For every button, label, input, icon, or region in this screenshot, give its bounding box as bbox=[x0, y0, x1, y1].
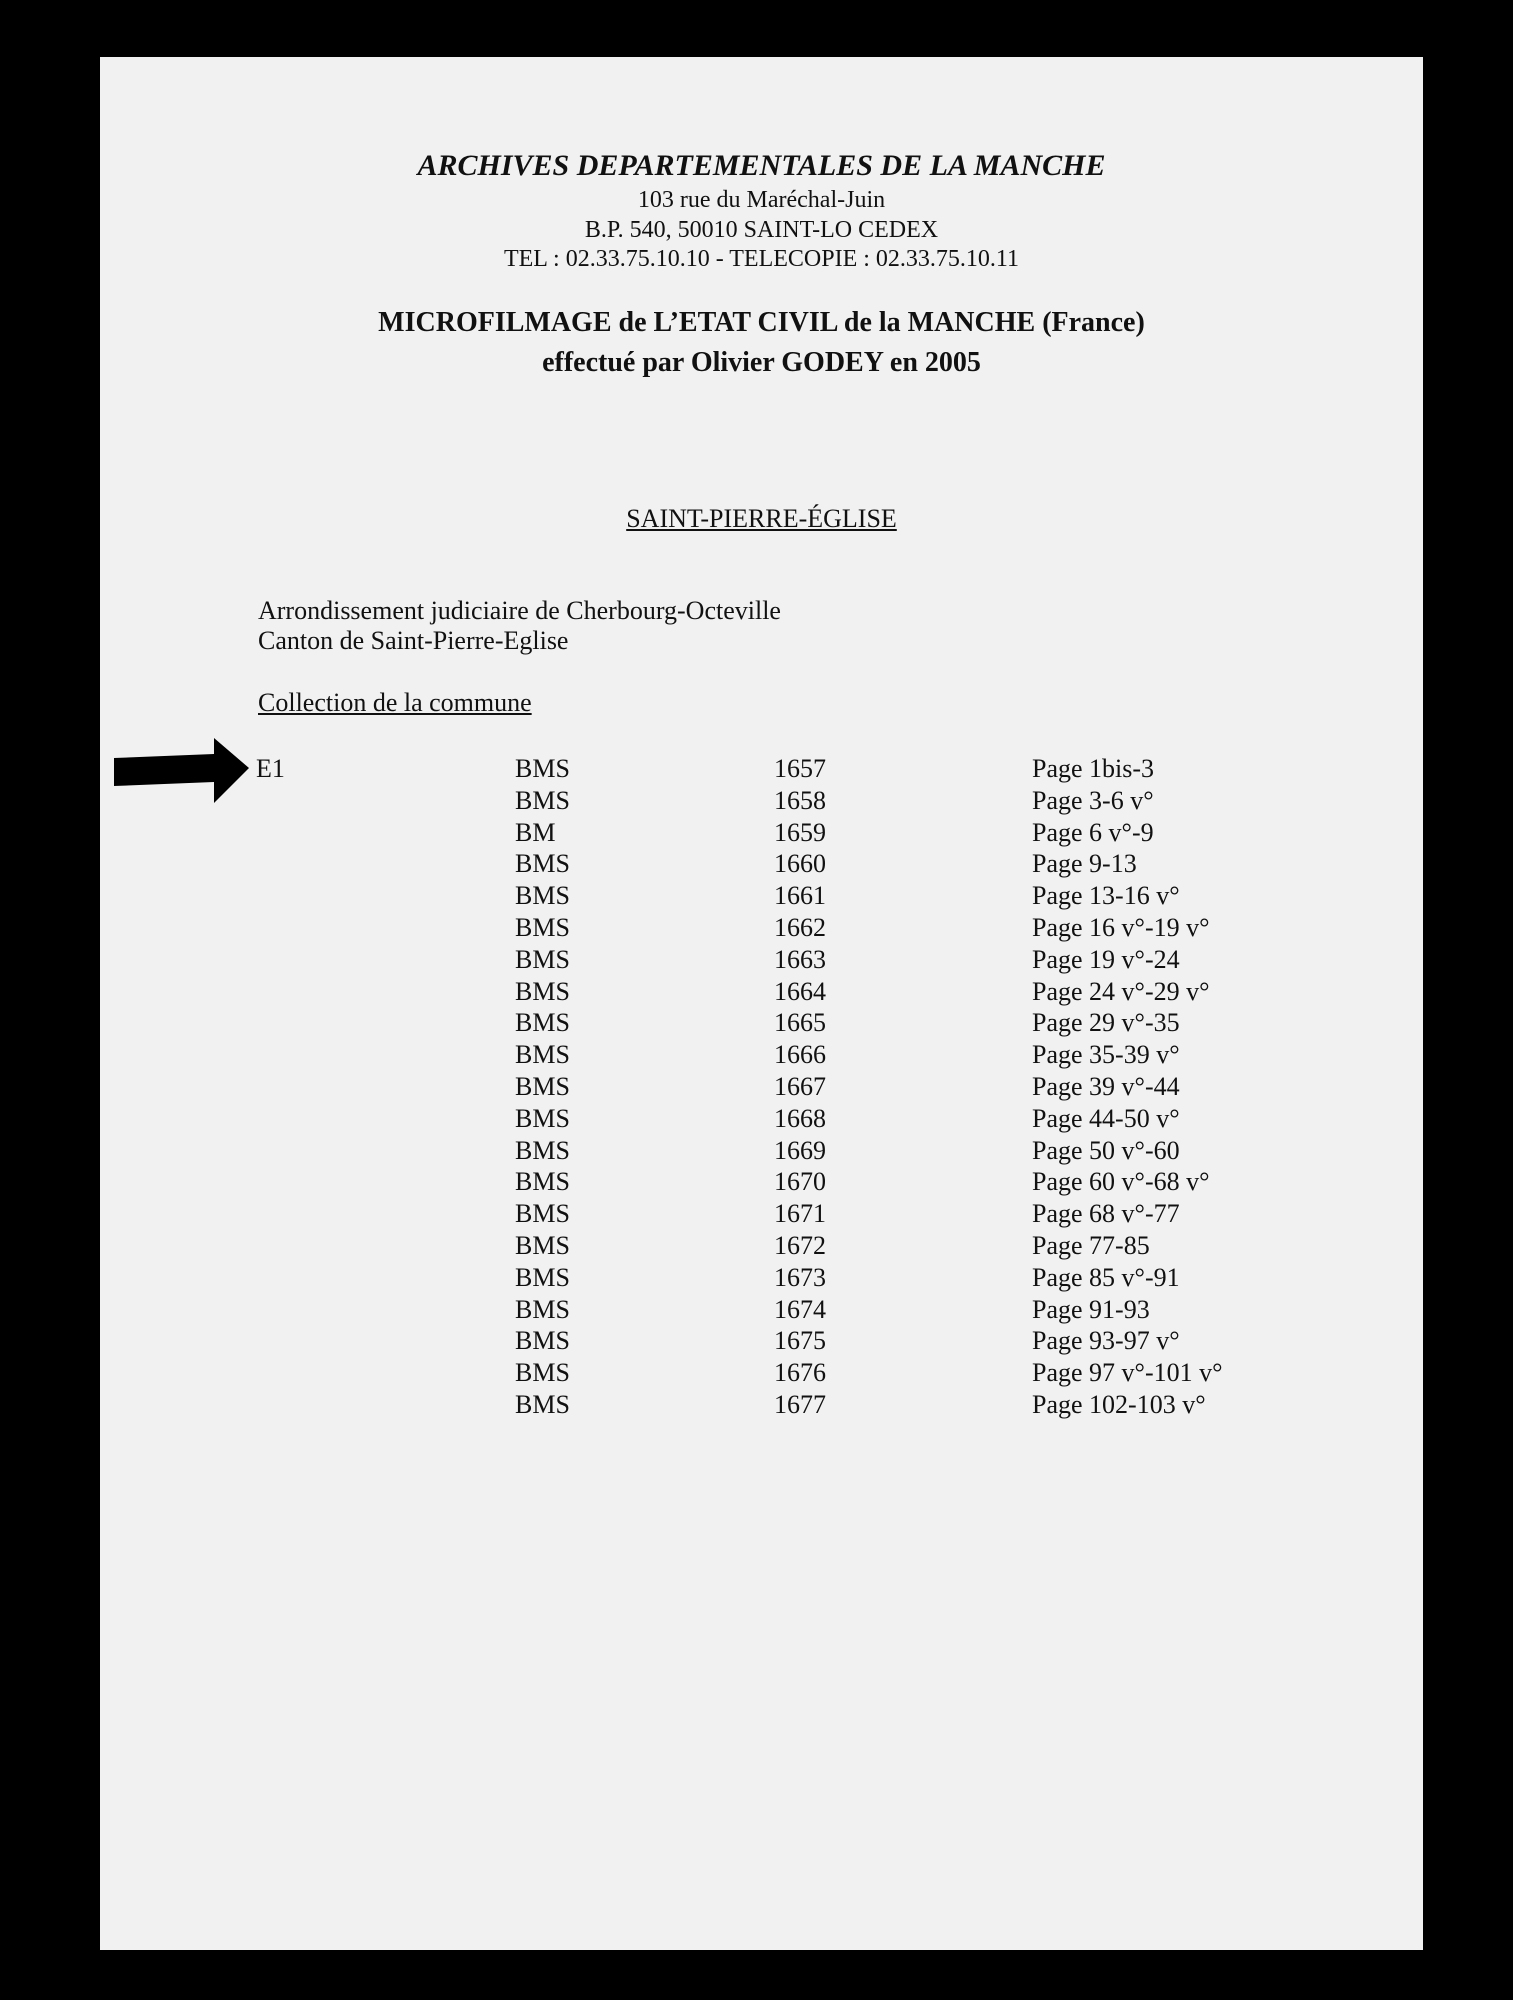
record-type: BMS bbox=[515, 1326, 570, 1356]
record-year: 1669 bbox=[774, 1135, 826, 1165]
record-year: 1668 bbox=[774, 1103, 826, 1133]
page-range: Page 50 v°-60 bbox=[1032, 1135, 1180, 1165]
record-year: 1675 bbox=[774, 1326, 826, 1356]
record-type: BMS bbox=[515, 1294, 570, 1324]
table-row bbox=[100, 912, 1423, 943]
table-row bbox=[100, 1294, 1423, 1325]
record-year: 1664 bbox=[774, 976, 826, 1006]
record-year: 1674 bbox=[774, 1294, 826, 1324]
institution-heading: ARCHIVES DEPARTEMENTALES DE LA MANCHE bbox=[417, 149, 1106, 182]
page-range: Page 9-13 bbox=[1032, 849, 1137, 879]
arrondissement-line: Arrondissement judiciaire de Cherbourg-Octeville bbox=[258, 596, 781, 625]
register-id: E1 bbox=[256, 754, 285, 783]
record-type: BMS bbox=[515, 1231, 570, 1260]
page-range: Page 39 v°-44 bbox=[1032, 1072, 1180, 1101]
record-year: 1672 bbox=[774, 1231, 826, 1260]
page-range: Page 19 v°-24 bbox=[1032, 944, 1180, 974]
record-type: BMS bbox=[515, 785, 570, 815]
record-type: BMS bbox=[515, 1199, 570, 1229]
project-credit: effectué par Olivier GODEY en 2005 bbox=[542, 347, 981, 378]
record-year: 1662 bbox=[774, 913, 826, 942]
record-type: BMS bbox=[515, 1072, 570, 1101]
record-type: BMS bbox=[515, 1008, 570, 1038]
page-range: Page 24 v°-29 v° bbox=[1032, 976, 1210, 1006]
record-year: 1677 bbox=[774, 1390, 826, 1419]
table-row bbox=[100, 1262, 1423, 1293]
record-type: BMS bbox=[515, 754, 570, 783]
table-row bbox=[100, 1039, 1423, 1070]
document-page bbox=[100, 57, 1423, 1950]
record-year: 1661 bbox=[774, 881, 826, 911]
page-range: Page 91-93 bbox=[1032, 1294, 1150, 1324]
record-type: BMS bbox=[515, 944, 570, 974]
record-type: BMS bbox=[515, 1135, 570, 1165]
record-year: 1663 bbox=[774, 944, 826, 974]
collection-label: Collection de la commune bbox=[258, 688, 532, 717]
commune-name: SAINT-PIERRE-ÉGLISE bbox=[626, 504, 897, 533]
page-range: Page 35-39 v° bbox=[1032, 1040, 1180, 1070]
record-year: 1676 bbox=[774, 1358, 826, 1388]
table-row bbox=[100, 848, 1423, 879]
table-row bbox=[100, 1198, 1423, 1229]
table-row bbox=[100, 1007, 1423, 1038]
contact-line: TEL : 02.33.75.10.10 - TELECOPIE : 02.33.75.10.11 bbox=[503, 246, 1020, 272]
canton-line: Canton de Saint-Pierre-Eglise bbox=[258, 626, 569, 655]
table-row bbox=[100, 785, 1423, 816]
record-year: 1666 bbox=[774, 1040, 826, 1070]
table-row bbox=[100, 1166, 1423, 1197]
record-type: BMS bbox=[515, 976, 570, 1006]
table-row bbox=[100, 880, 1423, 911]
record-type: BMS bbox=[515, 1358, 570, 1388]
record-year: 1665 bbox=[774, 1008, 826, 1038]
page-range: Page 3-6 v° bbox=[1032, 785, 1154, 815]
record-year: 1657 bbox=[774, 754, 826, 783]
table-row bbox=[100, 1230, 1423, 1261]
record-year: 1659 bbox=[774, 817, 826, 847]
address-street: 103 rue du Maréchal-Juin bbox=[637, 187, 886, 213]
table-row bbox=[100, 944, 1423, 975]
page-range: Page 1bis-3 bbox=[1032, 754, 1155, 783]
page-range: Page 68 v°-77 bbox=[1032, 1199, 1180, 1229]
page-range: Page 13-16 v° bbox=[1032, 881, 1180, 911]
record-type: BMS bbox=[515, 849, 570, 879]
page-range: Page 97 v°-101 v° bbox=[1032, 1358, 1223, 1388]
record-type: BMS bbox=[515, 913, 570, 942]
page-range: Page 16 v°-19 v° bbox=[1032, 913, 1210, 942]
table-row bbox=[100, 817, 1423, 848]
record-type: BMS bbox=[515, 1390, 570, 1419]
page-range: Page 85 v°-91 bbox=[1032, 1262, 1180, 1292]
record-type: BMS bbox=[515, 1262, 570, 1292]
record-year: 1673 bbox=[774, 1262, 826, 1292]
page-range: Page 77-85 bbox=[1032, 1231, 1150, 1260]
project-title: MICROFILMAGE de L’ETAT CIVIL de la MANCHE (France) bbox=[378, 307, 1145, 338]
table-row bbox=[100, 976, 1423, 1007]
table-row bbox=[100, 1071, 1423, 1102]
table-row bbox=[100, 1389, 1423, 1420]
page-range: Page 6 v°-9 bbox=[1032, 817, 1154, 847]
table-row bbox=[100, 1357, 1423, 1388]
record-type: BMS bbox=[515, 1167, 570, 1197]
page-range: Page 102-103 v° bbox=[1032, 1390, 1206, 1419]
record-type: BMS bbox=[515, 1040, 570, 1070]
page-range: Page 60 v°-68 v° bbox=[1032, 1167, 1210, 1197]
commune-title bbox=[100, 504, 1423, 534]
page-range: Page 29 v°-35 bbox=[1032, 1008, 1180, 1038]
record-year: 1660 bbox=[774, 849, 826, 879]
record-type: BMS bbox=[515, 1103, 570, 1133]
record-year: 1671 bbox=[774, 1199, 826, 1229]
table-row bbox=[100, 753, 1423, 784]
record-year: 1667 bbox=[774, 1072, 826, 1101]
record-year: 1670 bbox=[774, 1167, 826, 1197]
record-type: BM bbox=[515, 817, 556, 847]
address-postal: B.P. 540, 50010 SAINT-LO CEDEX bbox=[584, 217, 939, 243]
page-range: Page 44-50 v° bbox=[1032, 1103, 1180, 1133]
table-row bbox=[100, 1135, 1423, 1166]
page-range: Page 93-97 v° bbox=[1032, 1326, 1180, 1356]
table-row bbox=[100, 1325, 1423, 1356]
record-year: 1658 bbox=[774, 785, 826, 815]
table-row bbox=[100, 1103, 1423, 1134]
record-type: BMS bbox=[515, 881, 570, 911]
